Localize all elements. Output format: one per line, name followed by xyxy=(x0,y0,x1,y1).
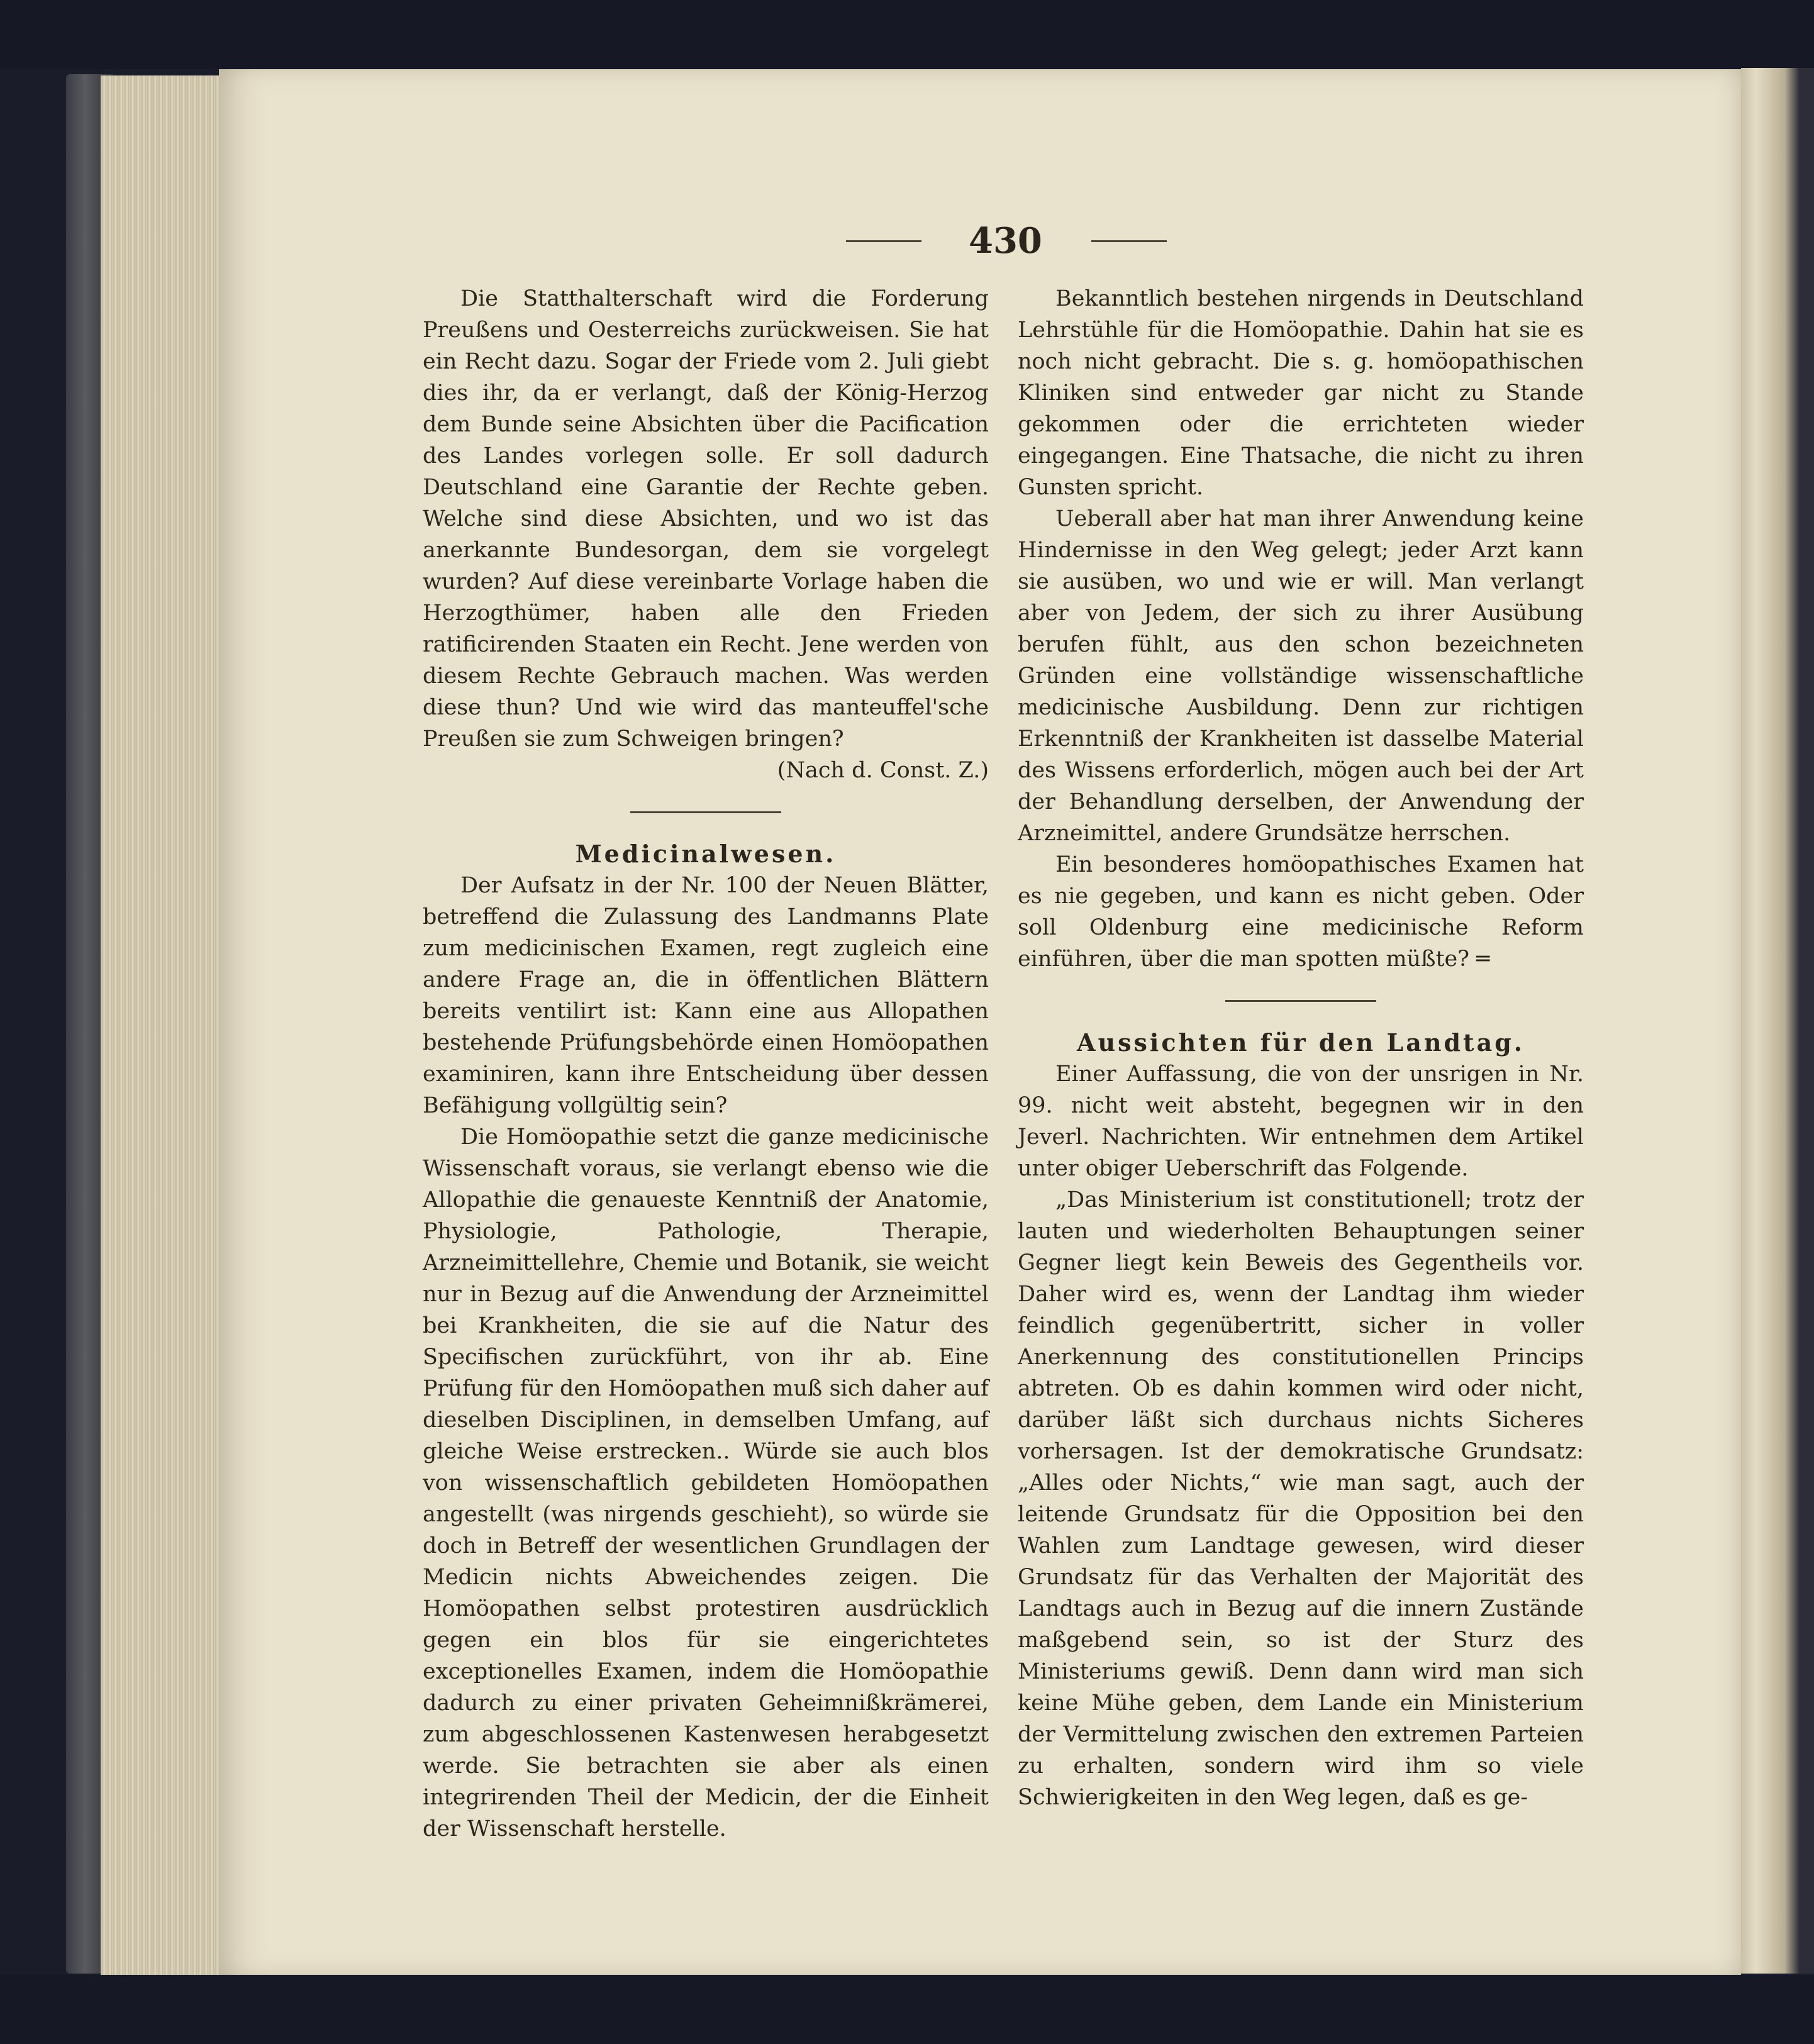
page-number-rule-left xyxy=(846,240,921,242)
left-column xyxy=(423,283,989,1845)
section-divider-right xyxy=(1225,1000,1376,1002)
right-paragraph-4: Einer Auffassung, die von der unsrigen in Nr. 99. nicht weit absteht, begegnen wir in den Jeverl. Nachrichten. Wir entnehmen dem Artikel unter obiger Ueberschrift das Folgende. xyxy=(1018,1062,1584,1181)
right-paragraph-1: Bekanntlich bestehen nirgends in Deutschland Lehrstühle für die Homöopathie. Dahin hat sie es noch nicht gebracht. Die s. g. homöopathischen Kliniken sind entweder gar nicht zu Stande gekommen oder die errichteten wieder eingegangen. Eine Thatsache, die nicht zu ihren Gunsten spricht. xyxy=(1018,286,1584,500)
left-paragraph-1: Die Statthalterschaft wird die Forderung Preußens und Oesterreichs zurückweisen. Sie hat ein Recht dazu. Sogar der Friede vom 2. Juli giebt dies ihr, da er verlangt, daß der König-Herzog dem Bunde seine Absichten über die Pacification des Landes vorlegen solle. Er soll dadurch Deutschland eine Garantie der Rechte geben. Welche sind diese Absichten, und wo ist das anerkannte Bundesorgan, dem sie vorgelegt wurden? Auf diese vereinbarte Vorlage haben die Herzogthümer, haben alle den Frieden ratificirenden Staaten ein Recht. Jene werden von diesem Rechte Gebrauch machen. Was werden diese thun? Und wie wird das manteuffel'sche Preußen sie zum Schweigen bringen? xyxy=(423,286,989,752)
right-paragraph-2: Ueberall aber hat man ihrer Anwendung keine Hindernisse in den Weg gelegt; jeder Arzt kann sie ausüben, wo und wie er will. Man verlangt aber von Jedem, der sich zu ihrer Ausübung berufen fühlt, aus den schon bezeichneten Gründen eine vollständige wissenschaftliche medicinische Ausbildung. Denn zur richtigen Erkenntniß der Krankheiten ist dasselbe Material des Wissens erforderlich, mögen auch bei der Art der Behandlung derselben, der Anwendung der Arzneimittel, andere Grundsätze herrschen. xyxy=(1018,506,1584,846)
right-paragraph-5: „Das Ministerium ist constitutionell; trotz der lauten und wiederholten Behauptungen seiner Gegner liegt kein Beweis des Gegentheils vor. Daher wird es, wenn der Landtag ihm wieder feindlich gegenübertritt, sicher in voller Anerkennung des constitutionellen Princips abtreten. Ob es dahin kommen wird oder nicht, darüber läßt sich durchaus nichts Sicheres vorhersagen. Ist der demokratische Grundsatz: „Alles oder Nichts,“ wie man sagt, auch der leitende Grundsatz für die Opposition bei den Wahlen zum Landtage gewesen, wird dieser Grundsatz für das Verhalten der Majorität des Landtags auch in Bezug auf die innern Zustände maßgebend sein, so ist der Sturz des Ministeriums gewiß. Denn dann wird man sich keine Mühe geben, dem Lande ein Ministerium der Vermittelung zwischen den extremen Parteien zu erhalten, sondern wird ihm so viele Schwierigkeiten in den Weg legen, daß es ge- xyxy=(1018,1187,1584,1810)
left-paragraph-3: Die Homöopathie setzt die ganze medicinische Wissenschaft voraus, sie verlangt ebenso wie die Allopathie die genaueste Kenntniß der Anatomie, Physiologie, Pathologie, Therapie, Arzneimittellehre, Chemie und Botanik, sie weicht nur in Bezug auf die Anwendung der Arzneimittel bei Krankheiten, die sie auf die Natur des Specifischen zurückführt, von ihr ab. Eine Prüfung für den Homöopathen muß sich daher auf dieselben Disciplinen, in demselben Umfang, auf gleiche Weise erstrecken.. Würde sie auch blos von wissenschaftlich gebildeten Homöopathen angestellt (was nirgends geschieht), so würde sie doch in Betreff der wesentlichen Grundlagen der Medicin nichts Abweichendes zeigen. Die Homöopathen selbst protestiren ausdrücklich gegen ein blos für sie eingerichtetes exceptionelles Examen, indem die Homöopathie dadurch zu einer privaten Geheimnißkrämerei, zum abgeschlossenen Kastenwesen herabgesetzt werde. Sie betrachten sie aber als einen integrirenden Theil der Medicin, der die Einheit der Wissenschaft herstelle. xyxy=(423,1125,989,1841)
right-column xyxy=(1018,283,1584,1813)
section-divider xyxy=(630,811,781,813)
background-bottom xyxy=(0,1975,1814,2044)
page-number: 430 xyxy=(969,220,1042,262)
page-number-rule-right xyxy=(1091,240,1167,242)
background-top xyxy=(0,0,1814,69)
right-paragraph-3: Ein besonderes homöopathisches Examen hat es nie gegeben, und kann es nicht geben. Oder soll Oldenburg eine medicinische Reform einführen, über die man spotten müßte? ═ xyxy=(1018,852,1584,972)
section-heading-medicinalwesen: Medicinalwesen. xyxy=(575,840,837,868)
left-paragraph-2: Der Aufsatz in der Nr. 100 der Neuen Blätter, betreffend die Zulassung des Landmanns Plate zum medicinischen Examen, regt zugleich eine andere Frage an, die in öffentlichen Blättern bereits ventilirt ist: Kann eine aus Allopathen bestehende Prüfungsbehörde einen Homöopathen examiniren, kann ihre Entscheidung über dessen Befähigung vollgültig sein? xyxy=(423,873,989,1118)
page-stack-edge xyxy=(101,75,226,1975)
section-heading-landtag: Aussichten für den Landtag. xyxy=(1076,1028,1525,1057)
source-citation: (Nach d. Const. Z.) xyxy=(777,758,989,783)
right-page-edge xyxy=(1741,68,1814,1974)
